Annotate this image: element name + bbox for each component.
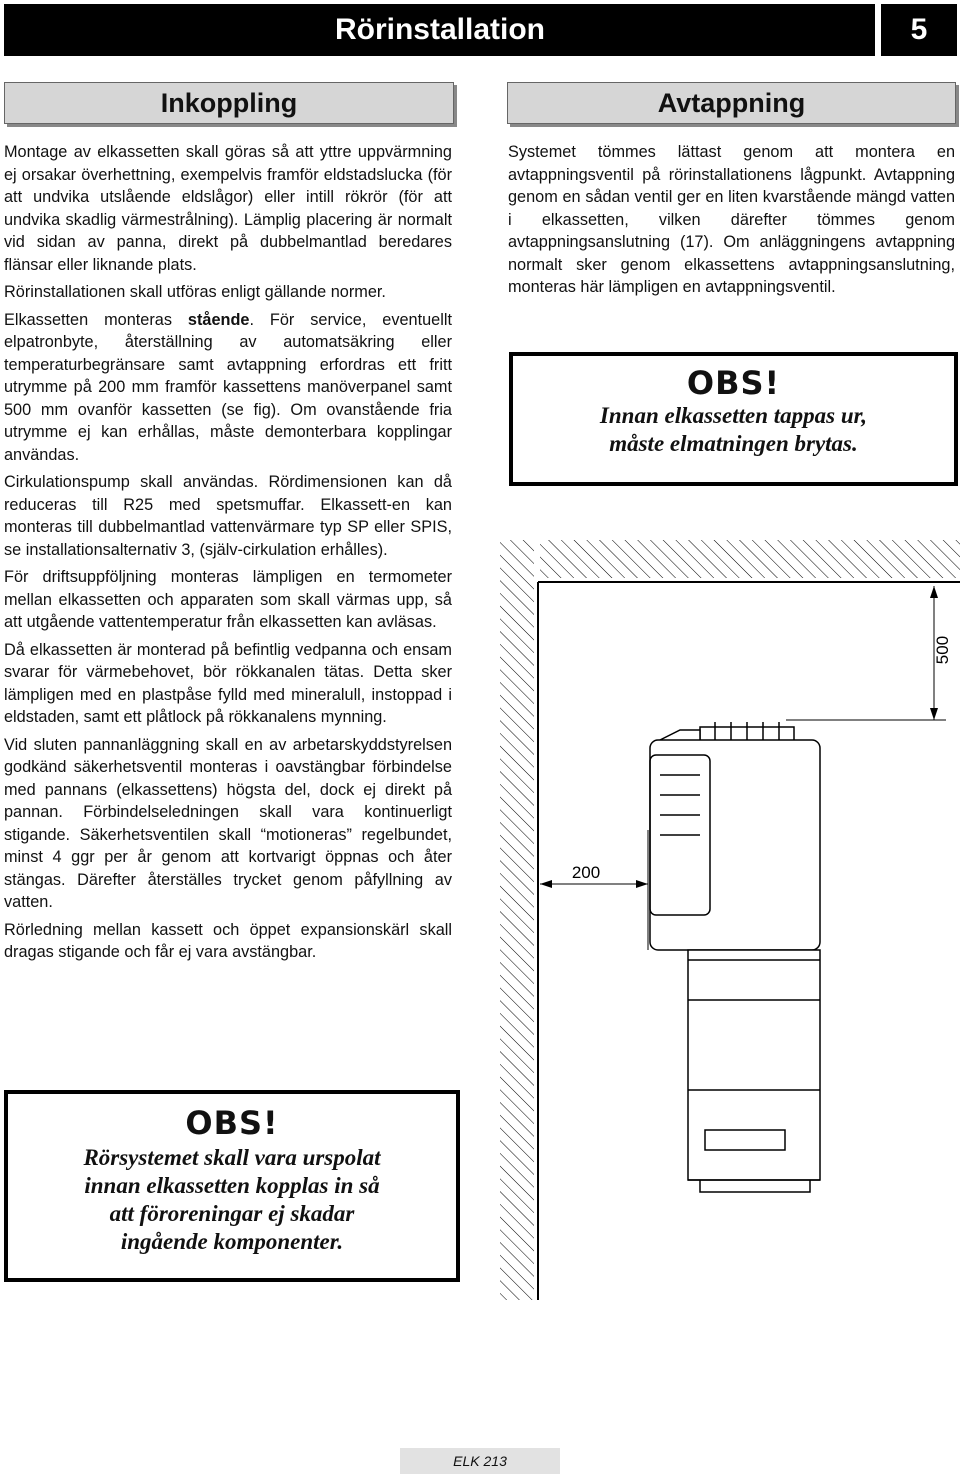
paragraph: Rörinstallationen skall utföras enligt gällande normer. [4, 283, 386, 301]
page-number: 5 [881, 4, 957, 56]
right-column [508, 141, 955, 304]
page-title: Rörinstallation [334, 13, 545, 46]
footer-label: ELK 213 [400, 1448, 560, 1474]
section-heading-inkoppling: Inkoppling [4, 82, 454, 124]
paragraph [4, 309, 452, 467]
dim-label-200: 200 [571, 863, 601, 882]
warning-line: att föroreningar ej skadar [109, 1201, 355, 1226]
text-span: Elkassetten monteras [4, 310, 188, 329]
paragraph: Då elkassetten är monterad på befintlig vedpanna och ensam svarar för värmebehovet, bör rökkanalen tätas. Detta sker lämpligen med en plastpåse fylld med mineralull, instoppad i eldstaden, samt ett plåtlock på rökkanalens mynning. [4, 640, 452, 726]
ceiling-hatch [540, 540, 960, 578]
warning-line: ingående komponenter. [120, 1229, 344, 1254]
paragraph: Systemet tömmes lättast genom att montera en avtappningsventil på rörinstallationens lågpunkt. Avtappning genom en sådan ventil ger en liten kvarstående mängd vatten i elkassetten, vilken därefter tömmes genom avtappningsanslutning (17). Om anläggningens avtappning normalt sker genom elkassettens avtappningsanslutning, monteras här lämpligen en avtappningsventil. [508, 143, 955, 296]
cassette-unit [650, 722, 820, 1192]
paragraph: För driftsuppföljning monteras lämpligen en termometer mellan elkassetten och apparaten som skall värmas upp, så att utgående vattentemperatur från elkassetten kan avläsas. [4, 568, 452, 631]
paragraph: Montage av elkassetten skall göras så att yttre uppvärmning ej orsakar överhettning, exempelvis framför eldstadslucka (för att undvika utslående eldslågor) eller intill rökrör (för att undvika skadlig värmestrålning). Lämplig placering är normalt vid sidan av panna, direkt på dubbelmantlad beredares flänsar eller liknande plats. [4, 143, 452, 274]
warning-box-flush [4, 1090, 460, 1282]
warning-line: innan elkassetten kopplas in så [84, 1173, 380, 1198]
warning-title: OBS! [686, 364, 781, 402]
wall-hatch [500, 540, 534, 1300]
left-column [4, 141, 452, 969]
dim-label-500: 500 [933, 635, 952, 665]
warning-line: Rörsystemet skall vara urspolat [83, 1145, 381, 1170]
warning-title: OBS! [185, 1104, 279, 1142]
warning-box-drain [509, 352, 958, 486]
paragraph: Rörledning mellan kassett och öppet expansionskärl skall dragas stigande och får ej vara avstängbar. [4, 920, 452, 961]
section-heading-avtappning: Avtappning [507, 82, 956, 124]
warning-line: Innan elkassetten tappas ur, [599, 403, 868, 428]
paragraph: Cirkulationspump skall användas. Rördimensionen kan då reduceras till R25 med spetsmuffar. Elkassett-en kan monteras till dubbelmantlad vattenvärmare typ SP eller SPIS, se installationsalternativ 3, (själv-cirkulation erhålles). [4, 473, 452, 559]
bold-text: stående [187, 310, 250, 329]
paragraph: Vid sluten pannanläggning skall en av arbetarskyddstyrelsen godkänd säkerhetsventil monteras i oavstängbar förbindelse med pannans (elkassettens) högsta del, dock ej direkt på pannan. Förbindelseledningen skall vara kontinuerligt stigande. Säkerhetsventilen skall “motioneras” regelbundet, minst 4 ggr per år genom att kortvarigt öppnas och åter stängas. Därefter återställes trycket genom påfyllning av vatten. [4, 735, 452, 911]
warning-line: måste elmatningen brytas. [609, 431, 858, 456]
text-span: . För service, eventuellt elpatronbyte, återställning av automatsäkring eller temperaturbegränsare samt avtappning erfordras ett fritt utrymme på 200 mm framför kassettens manöverpanel samt 500 mm ovanför kassetten (se fig). Om ovanstående fria utrymme ej kan erhållas, måste demonterbara kopplingar användas. [4, 310, 452, 464]
installation-diagram [500, 530, 960, 1300]
